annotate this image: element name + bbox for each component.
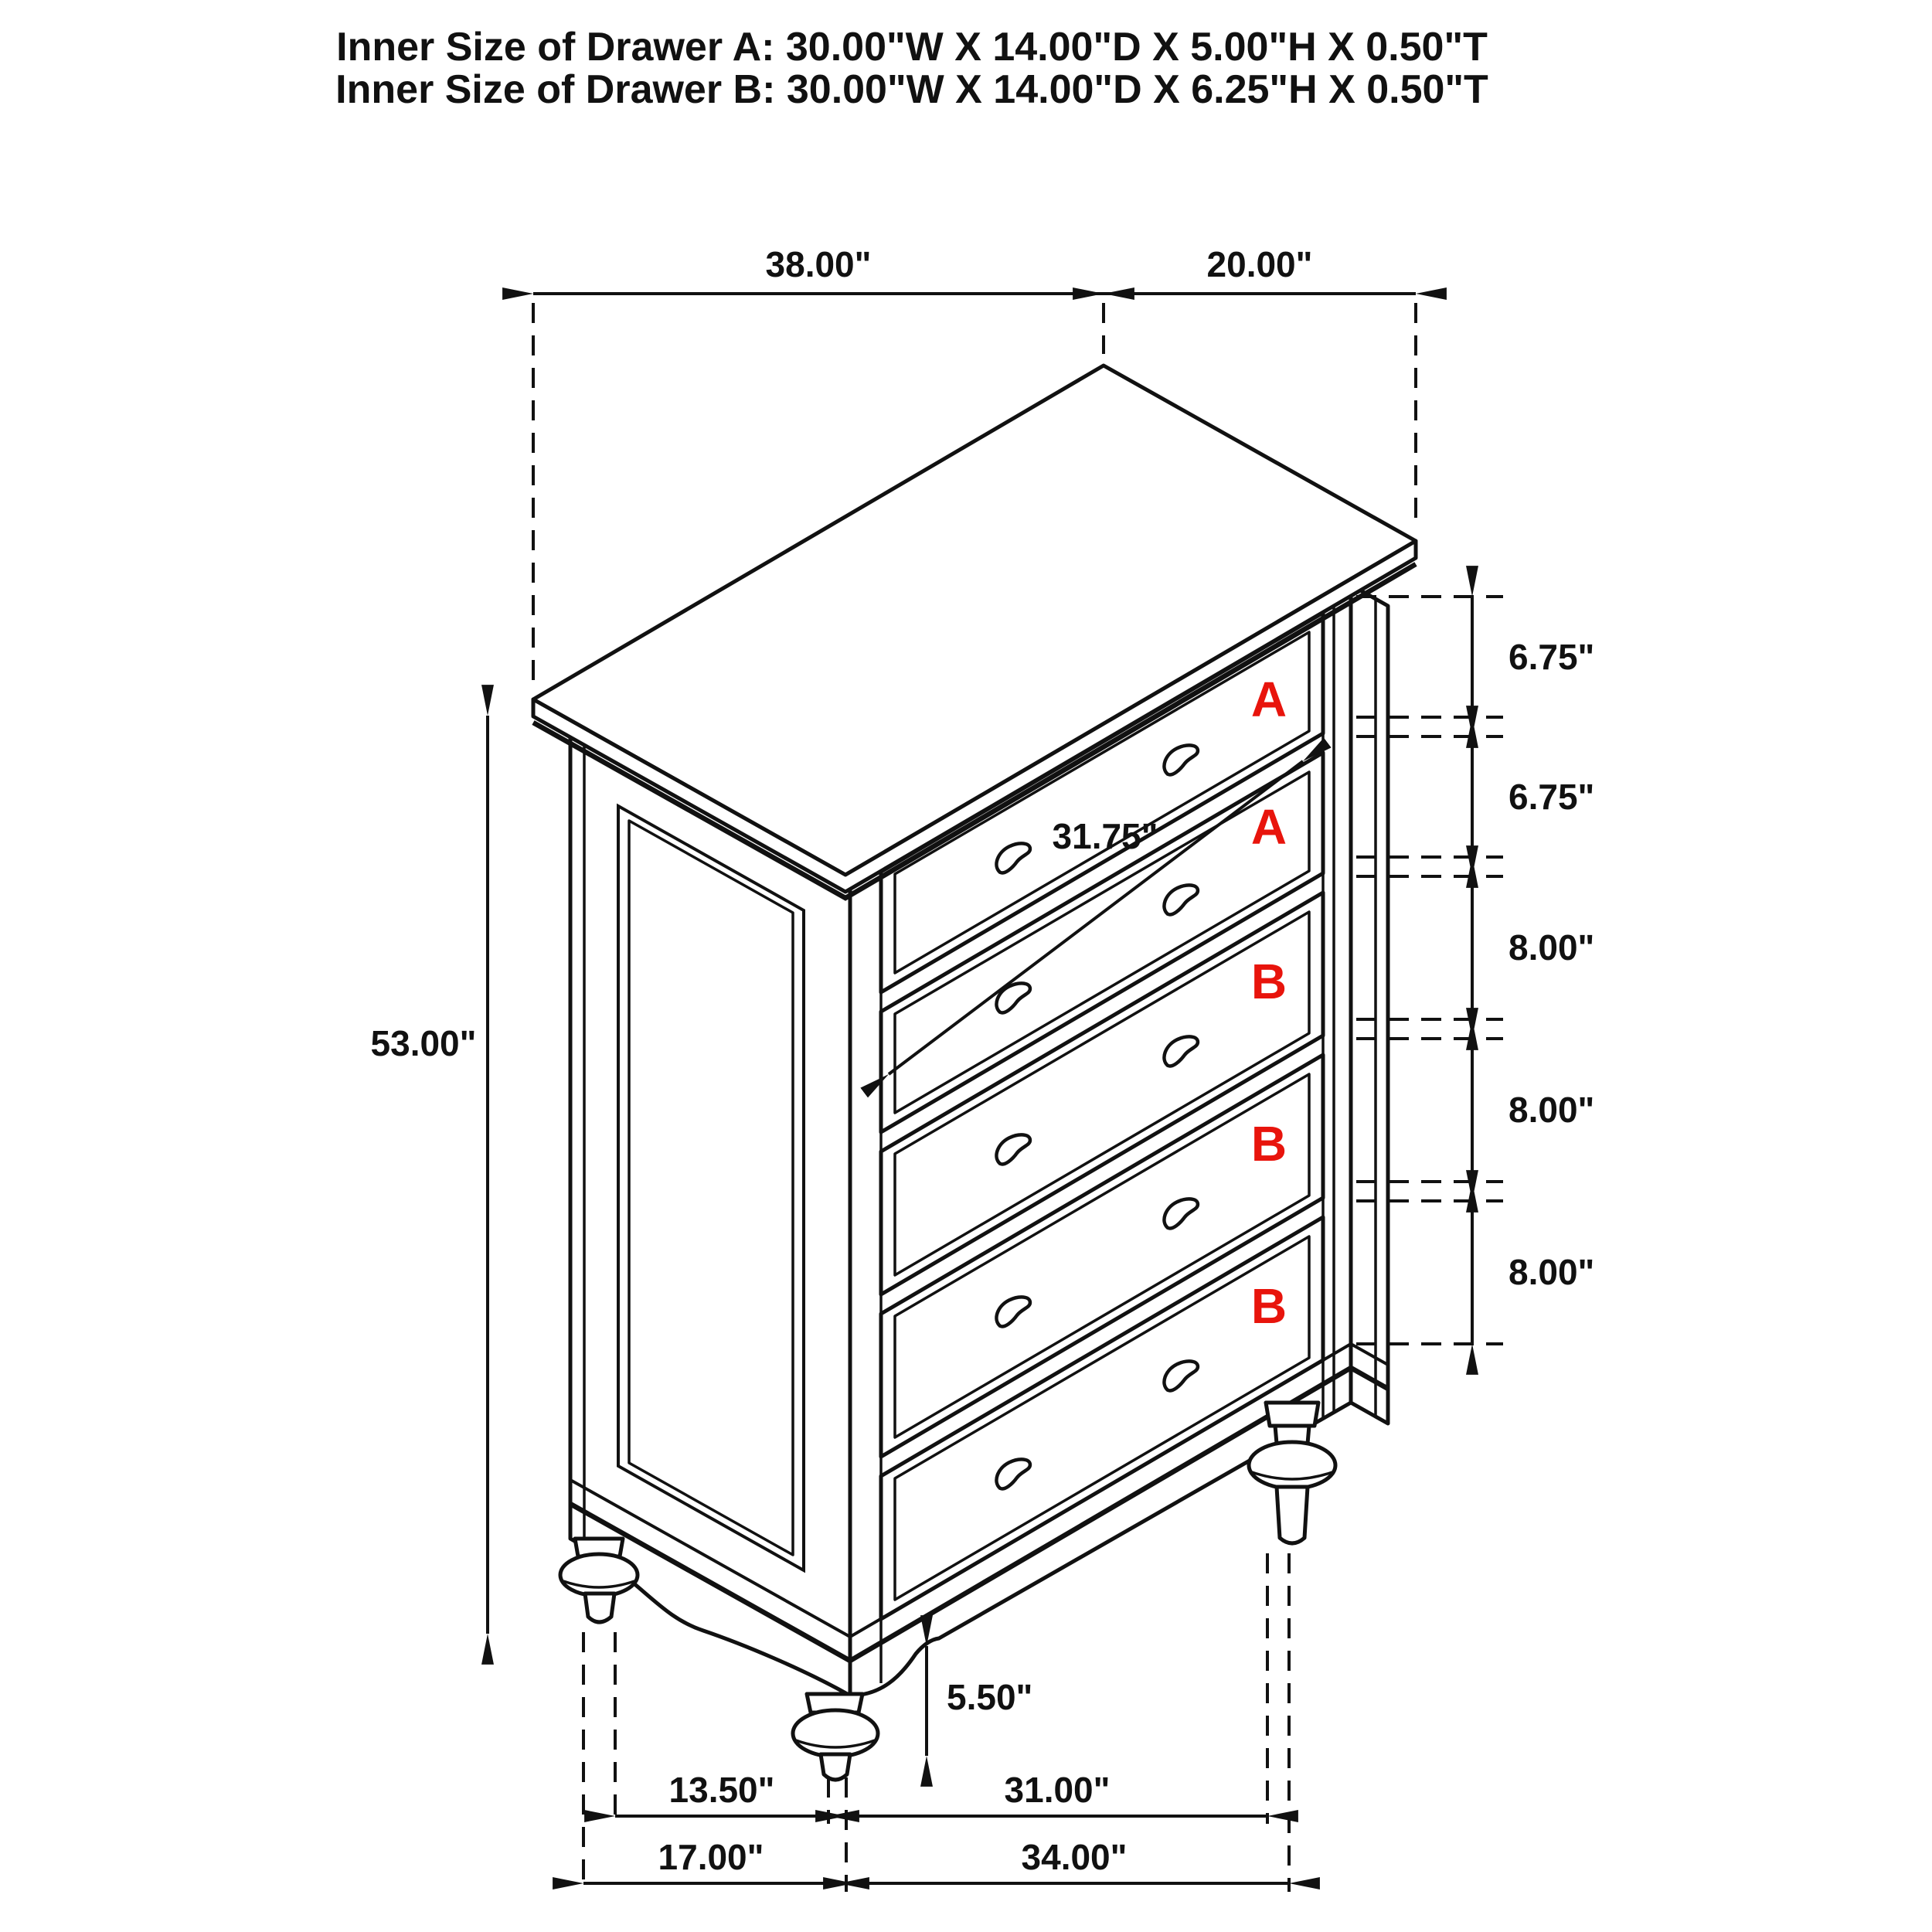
dim-top-width — [533, 244, 1104, 294]
dim-drawer-3-height — [1472, 876, 1594, 1019]
leg-bun — [560, 1554, 638, 1596]
dim-label-drawer4: 8.00" — [1509, 1090, 1595, 1130]
header — [335, 25, 1488, 112]
leg-foot — [1277, 1487, 1308, 1543]
dim-top-depth — [1104, 244, 1416, 294]
drawer-2-letter: A — [1250, 799, 1287, 855]
leg-cap — [1266, 1403, 1318, 1426]
dim-width-inner — [846, 1770, 1267, 1816]
leg-bun — [1249, 1442, 1335, 1488]
dim-drawer-1-height — [1472, 597, 1594, 717]
dim-label-width-inner: 31.00" — [1004, 1770, 1111, 1810]
dim-label-depth-outer: 17.00" — [658, 1837, 764, 1877]
dim-label-drawer3: 8.00" — [1509, 927, 1595, 968]
dim-label-depth-inner: 13.50" — [668, 1770, 775, 1810]
dim-label-drawer2: 6.75" — [1509, 777, 1595, 817]
leg-bun — [793, 1710, 878, 1757]
drawer-5-letter: B — [1250, 1278, 1287, 1334]
dim-label-leg-height: 5.50" — [947, 1677, 1033, 1717]
dim-overall-height — [371, 716, 488, 1634]
dim-label-drawer1: 6.75" — [1509, 637, 1595, 677]
dim-label-top-depth: 20.00" — [1206, 244, 1313, 284]
header-line-1: Inner Size of Drawer A: 30.00"W X 14.00"D X 5.00"H X 0.50"T — [336, 25, 1488, 70]
right-side-face — [1351, 585, 1388, 1423]
leg-foot — [821, 1754, 850, 1780]
dim-width-outer — [854, 1837, 1289, 1883]
chest-drawing — [533, 366, 1416, 1780]
header-line-2: Inner Size of Drawer B: 30.00"W X 14.00"D X 6.25"H X 0.50"T — [335, 67, 1488, 112]
dim-drawer-2-height — [1472, 736, 1594, 857]
right-side-sliver — [1351, 585, 1388, 1423]
dim-label-width-outer: 34.00" — [1021, 1837, 1128, 1877]
drawer-4-letter: B — [1250, 1116, 1287, 1172]
dim-label-top-width: 38.00" — [765, 244, 872, 284]
dim-drawer-4-height — [1472, 1039, 1594, 1182]
drawer-3-letter: B — [1250, 954, 1287, 1009]
drawer-1-letter: A — [1250, 672, 1287, 727]
dim-depth-inner — [615, 1770, 828, 1816]
dim-depth-outer — [583, 1837, 838, 1883]
dim-leg-height — [927, 1646, 1032, 1756]
dim-label-height: 53.00" — [370, 1023, 477, 1063]
leg-front-left — [793, 1694, 878, 1780]
dim-label-drawer-width: 31.75" — [1052, 816, 1158, 856]
dim-label-drawer5: 8.00" — [1509, 1252, 1595, 1292]
leg-foot — [585, 1594, 614, 1622]
dim-drawer-5-height — [1472, 1201, 1594, 1344]
